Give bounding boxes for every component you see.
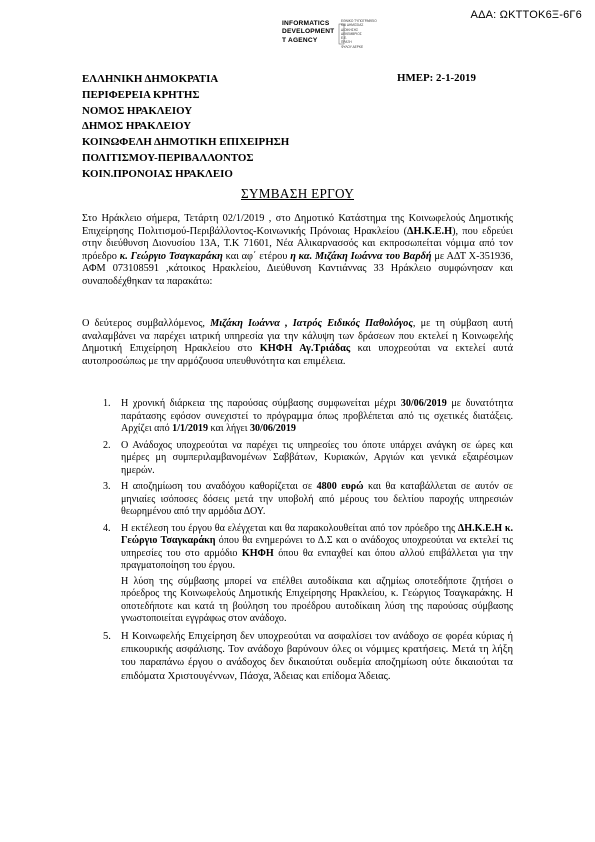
list-number: 1.	[103, 398, 111, 409]
logo-micro-line: ΔΕΚΕΜΒΡΙΟΣ	[341, 31, 362, 36]
logo-line-1: INFORMATICS	[282, 20, 330, 27]
logo-micro-line: ΚΑΙ ΔΗΜΟΣΙΑΣ	[341, 23, 364, 28]
org-line: ΚΟΙΝΩΦΕΛΗ ΔΗΜΟΤΙΚΗ ΕΠΙΧΕΙΡΗΣΗ	[82, 136, 290, 149]
logo-line-3: T AGENCY	[282, 36, 318, 44]
logo-micro-text	[341, 19, 401, 49]
logo-line-2: DEVELOPMENT	[282, 28, 335, 36]
list-number: 3.	[103, 481, 111, 492]
terms-list	[103, 398, 513, 687]
logo-text	[282, 20, 334, 45]
logo-micro-line: Ε.Ε.	[341, 36, 348, 41]
org-line: ΠΟΛΙΤΙΣΜΟΥ-ΠΕΡΙΒΑΛΛΟΝΤΟΣ	[82, 151, 254, 164]
list-item: 4. Η εκτέλεση του έργου θα ελέγχεται και θα παρακολουθείται από τον πρόεδρο της ΔΗ.Κ.Ε.Η κ. Γεώργιο Τσαγκαράκη όπου θα ενημερώνει το Δ.Σ και ο ανάδοχος υποχρεούται να εκτελεί τις υπηρεσίες του στο αρμόδιο ΚΗΦΗ όπου θα ενπαχθεί και όπου αλλού επιβάλλεται για την πραγματοποίηση του έργου. Η λύση της σύμβασης μπορεί να επέλθει αυτοδίκαια και αζημίως οποτεδήποτε ζητήσει ο πρόεδρος της Κοινωφελούς Δημοτικής Επιχείρησης Ηρακλείου, κ. Γεώργιος Τσαγκαράκης. Η οποτεδήποτε και κατά τη βούληση του προέδρου αυτοδίκαιη λύση της παρούσας σύμβασης γνωστοποιείται εγγράφως στον ανάδοχο.	[103, 522, 514, 624]
org-line: ΠΕΡΙΦΕΡΕΙΑ ΚΡΗΤΗΣ	[82, 88, 200, 101]
list-item: 5. Η Κοινωφελής Επιχείρηση δεν υποχρεούται να ασφαλίσει τον ανάδοχο σε φορέα κύριας ή επικουρικής ασφάλισης. Τον ανάδοχο βαρύνουν όλες οι νόμιμες κρατήσεις. Μετά τη λήξη του παραπάνω έργου ο ανάδοχος δεν δικαιούται ουδεμία αποζημίωση ούτε δικαιούται τα επιδόματα Χριστουγέννων, Πάσχα, Άδειας και επίδομα Άδειας.	[103, 630, 513, 682]
org-line: ΔΗΜΟΣ ΗΡΑΚΛΕΙΟΥ	[82, 120, 192, 133]
list-item: 1. Η χρονική διάρκεια της παρούσας σύμβασης συμφωνείται μέχρι 30/06/2019 με δυνατότητα παράτασης εφόσον συνεχιστεί το πρόγραμμα όπως προβλέπεται από τις σχετικές διατάξεις. Αρχίζει από 1/1/2019 και λήγει 30/06/2019	[103, 398, 513, 434]
logo-micro-line: ΠΡΑΞΗ	[341, 40, 352, 45]
list-item-subparagraph: Η λύση της σύμβασης μπορεί να επέλθει αυτοδίκαια και αζημίως οποτεδήποτε ζητήσει ο πρόεδρος της Κοινωφελούς Δημοτικής Επιχείρησης Ηρακλείου, κ. Γεώργιος Τσαγκαράκης. Η οποτεδήποτε και κατά τη βούληση του προέδρου αυτοδίκαιη λύση της παρούσας σύμβασης γνωστοποιείται εγγράφως στον ανάδοχο.	[121, 575, 513, 624]
org-line: ΕΛΛΗΝΙΚΗ ΔΗΜΟΚΡΑΤΙΑ	[82, 73, 219, 85]
org-line: ΝΟΜΟΣ ΗΡΑΚΛΕΙΟΥ	[82, 104, 193, 117]
ada-code: ΑΔΑ: ΩΚΤΤΟΚ6Ξ-6Γ6	[470, 9, 582, 21]
document-title: ΣΥΜΒΑΣΗ ΕΡΓΟΥ	[240, 186, 355, 201]
second-party-paragraph: Ο δεύτερος συμβαλλόμενος, Μιζάκη Ιωάννα , Ιατρός Ειδικός Παθολόγος, με τη σύμβαση αυτή αναλαμβάνει να παρέχει ιατρική υπηρεσία για την κάλυψη των δράσεων που εκτελεί η Κοινωφελής Δημοτική Επιχείρηση Ηρακλείου στο ΚΗΦΗ Αγ.Τριάδας και υποχρεούται να εκτελεί αυτά αυτοπροσώπως με την αρμόζουσα υπευθυνότητα και επιμέλεια.	[82, 318, 513, 367]
list-item: 2. Ο Ανάδοχος υποχρεούται να παρέχει τις υπηρεσίες του όποτε υπάρχει ανάγκη σε ώρες και ημέρες μη συμπεριλαμβανομένων Σαββάτων, Κυριακών, Αργιών και γενικά εξαιρέσιμων ημερών.	[103, 439, 513, 476]
logo-micro-line: ΕΘΝΙΚΟ ΤΥΠΟΓΡΑΦΕΙΟ	[341, 19, 377, 23]
list-number: 2.	[103, 439, 111, 451]
logo-micro-line: ΦΥΛΟΥ ΔΕΡΚΕ	[341, 44, 364, 49]
list-item: 3. Η αποζημίωση του αναδόχου καθορίζεται σε 4800 ευρώ και θα καταβάλλεται σε αυτόν σε μηνιαίες ισόποσες δόσεις μετά την υποβολή από μέρους του δελτίου παροχής υπηρεσιών θεωρημένου από την αρμόδια ΔΟΥ.	[103, 481, 513, 517]
document-date: ΗΜΕΡ: 2-1-2019	[397, 72, 476, 84]
organization-header	[82, 72, 289, 183]
list-number: 5.	[103, 630, 111, 642]
list-number: 4.	[103, 522, 111, 534]
intro-paragraph: Στο Ηράκλειο σήμερα, Τετάρτη 02/1/2019 , στο Δημοτικό Κατάστημα της Κοινωφελούς Δημοτικής Επιχείρησης Πολιτισμού-Περιβάλλοντος-Κοινωνικής Πρόνοιας Ηρακλείου (ΔΗ.Κ.Ε.Η), που εδρεύει στην διεύθυνση Διονυσίου 13Α, Τ.Κ 71601, Νέα Αλικαρνασσός και εκπροσωπείται νόμιμα από τον πρόεδρο κ. Γεώργιο Τσαγκαράκη και αφ΄ ετέρου η κα. Μιζάκη Ιωάννα του Βαρδή με ΑΔΤ Χ-351936, ΑΦΜ 073108591 ,κάτοικος Ηρακλείου, Διεύθυνση Καντιάννας 33 Ηράκλειο συμφώνησαν και συναποδέχθηκαν τα παρακάτω:	[82, 213, 514, 287]
logo-micro-line: ΔΙΟΙΚΗΣΗΣ	[341, 27, 359, 32]
org-line: ΚΟΙΝ.ΠΡΟΝΟΙΑΣ ΗΡΑΚΛΕΙΟ	[82, 167, 233, 180]
